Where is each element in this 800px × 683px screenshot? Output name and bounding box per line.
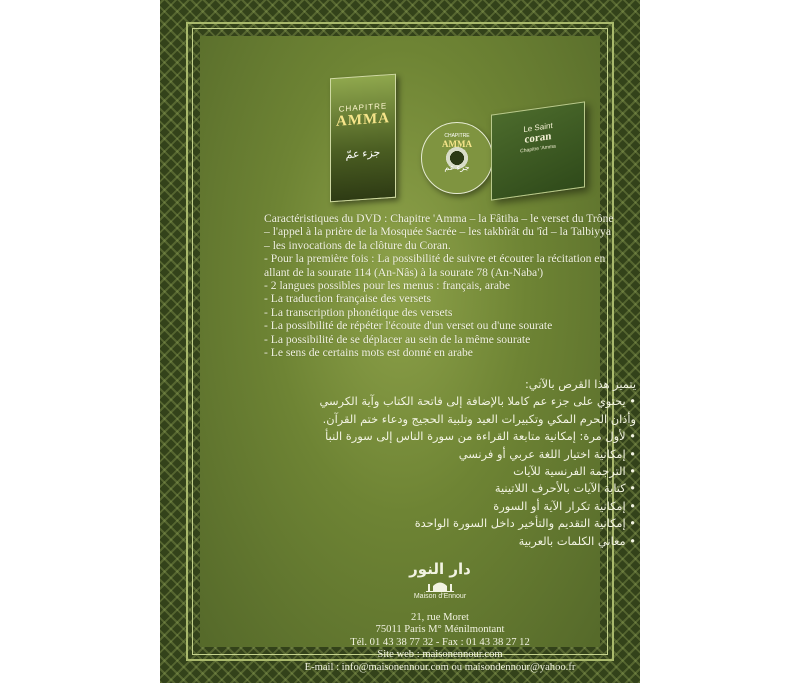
arabic-line: • إمكانية اختيار اللغة عربي أو فرنسي — [458, 446, 636, 461]
dvd-case-title-line2: AMMA — [336, 110, 390, 130]
booklet-image — [491, 101, 585, 200]
dvd-disc-image — [421, 122, 493, 194]
arabic-line: يتميز هذا القرص بالآتي: — [524, 377, 636, 391]
french-line: - La transcription phonétique des versets — [264, 305, 453, 319]
french-line: – l'appel à la prière de la Mosquée Sacrée – les takbîrât du 'îd – la Talbiyya — [264, 225, 611, 239]
arabic-line: • كتابة الآيات بالأحرف اللاتينية — [494, 481, 636, 496]
french-features — [264, 212, 616, 359]
website-link[interactable]: Site web : maisonennour.com — [377, 649, 503, 661]
french-line: allant de la sourate 114 (An-Nâs) à la sourate 78 (An-Naba') — [264, 265, 544, 279]
publisher-logo-arabic: دار النور — [409, 560, 471, 578]
publisher-contact — [290, 612, 590, 674]
disc-title-line1: CHAPITRE — [444, 133, 470, 139]
arabic-line: • إمكانية التقديم والتأخير داخل السورة الواحدة — [414, 516, 636, 531]
french-line: - La possibilité de se déplacer au sein de la même sourate — [264, 332, 531, 346]
french-line: - La possibilité de répéter l'écoute d'un verset ou d'une sourate — [264, 319, 553, 333]
booklet-title-line2: coran — [524, 130, 552, 146]
address-line: 75011 Paris M° Ménilmontant — [375, 624, 505, 636]
mosque-icon — [425, 578, 455, 592]
disc-arabic-title: جزء عم — [444, 163, 470, 172]
publisher-logo — [406, 560, 474, 601]
french-line: - 2 langues possibles pour les menus : français, arabe — [264, 279, 510, 293]
arabic-line: • يحتوي على جزء عم كاملا بالإضافة إلى فاتحة الكتاب وآية الكرسي — [319, 394, 636, 409]
publisher-logo-name: Maison d'Ennour — [413, 593, 467, 600]
arabic-line: • الترجمة الفرنسية للآيات — [513, 464, 636, 479]
email-contact[interactable]: E-mail : info@maisonennour.com ou maisondennour@yahoo.fr — [304, 661, 576, 673]
arabic-line: وأذان الحرم المكي وتكبيرات العيد وتلبية الحجيج ودعاء ختم القرآن. — [322, 411, 636, 426]
arabic-line: • إمكانية تكرار الآية أو السورة — [493, 498, 636, 513]
french-line: - Pour la première fois : La possibilité de suivre et écouter la récitation en — [264, 252, 606, 266]
french-line: - La traduction française des versets — [264, 292, 432, 306]
content-panel — [200, 36, 636, 673]
disc-title-line2: AMMA — [442, 139, 472, 149]
dvd-case-image — [330, 74, 396, 203]
french-line: - Le sens de certains mots est donné en arabe — [264, 346, 473, 360]
arabic-line: • لأول مرة: إمكانية متابعة القراءة من سورة الناس إلى سورة النبأ — [325, 429, 636, 444]
french-line: – les invocations de la clôture du Coran. — [264, 238, 451, 252]
dvd-case-arabic-title: جزء عمّ — [345, 146, 381, 162]
french-line: Caractéristiques du DVD : Chapitre 'Amma – la Fâtiha – le verset du Trône — [264, 212, 614, 225]
arabic-line: • معاني الكلمات بالعربية — [518, 533, 636, 548]
booklet-title-line1: Le Saint — [523, 120, 553, 135]
phone-fax: Tél. 01 43 38 77 32 - Fax : 01 43 38 27 12 — [350, 636, 530, 648]
booklet-subtitle: Chapitre 'Amma — [520, 143, 556, 155]
arabic-features — [296, 376, 636, 550]
dvd-back-cover — [160, 0, 640, 683]
address-line: 21, rue Moret — [411, 612, 469, 623]
dvd-case-title-line1: CHAPITRE — [338, 101, 388, 114]
